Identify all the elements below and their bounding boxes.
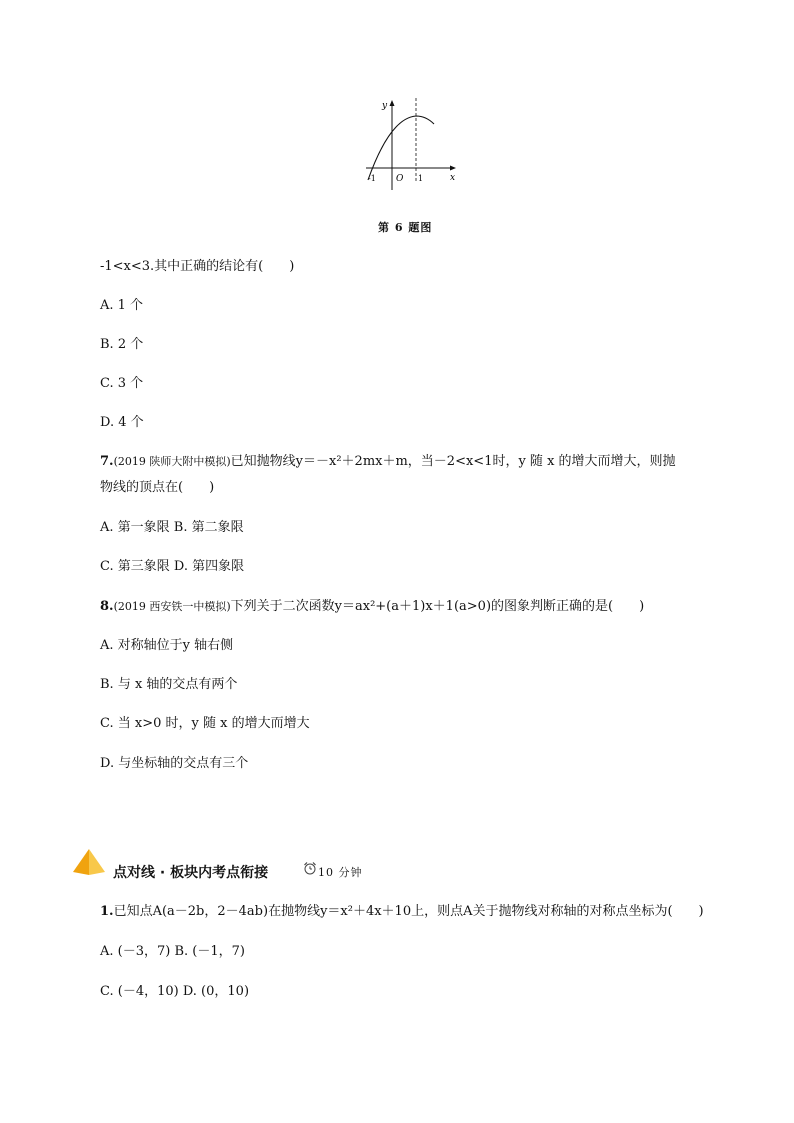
q6-option-d: D. 4 个 bbox=[100, 415, 144, 430]
q7-source: (2019 陕师大附中模拟) bbox=[113, 455, 231, 468]
q7-text: 已知抛物线y＝－x²＋2mx＋m，当－2<x<1时，y 随 x 的增大而增大，则抛 bbox=[230, 454, 676, 469]
s1-option-cd: C. (－4，10) D. (0，10) bbox=[100, 984, 250, 999]
s1-text: 已知点A(a－2b，2－4ab)在抛物线y＝x²＋4x＋10上，则点A关于抛物线对称轴的对称点坐标为( ) bbox=[113, 904, 704, 919]
q8-option-d: D. 与坐标轴的交点有三个 bbox=[100, 756, 249, 771]
y-axis-label: y bbox=[382, 101, 388, 111]
q7-line-1 bbox=[100, 453, 676, 471]
q7-option-ab: A. 第一象限 B. 第二象限 bbox=[100, 520, 244, 535]
q6-option-b: B. 2 个 bbox=[100, 337, 144, 352]
q8-line-1 bbox=[100, 598, 644, 616]
q8-option-c: C. 当 x>0 时，y 随 x 的增大而增大 bbox=[100, 716, 310, 731]
pyramid-icon bbox=[72, 848, 106, 876]
q8-number: 8. bbox=[100, 599, 114, 614]
q7-line-2: 物线的顶点在( ) bbox=[100, 480, 215, 495]
q8-source: (2019 西安铁一中模拟) bbox=[113, 600, 231, 613]
section-time: 10 分钟 bbox=[318, 866, 363, 879]
q7-number: 7. bbox=[100, 454, 114, 469]
s1-option-ab: A. (－3，7) B. (－1，7) bbox=[100, 944, 245, 959]
question-6-figure bbox=[360, 96, 460, 196]
q7-option-cd: C. 第三象限 D. 第四象限 bbox=[100, 559, 245, 574]
q6-tail: -1<x<3.其中正确的结论有( ) bbox=[100, 259, 295, 274]
q6-option-a: A. 1 个 bbox=[100, 298, 144, 313]
figure-caption: 第 6 题图 bbox=[378, 221, 433, 234]
origin-label: O bbox=[396, 174, 404, 184]
alarm-clock-icon bbox=[303, 861, 317, 875]
q6-option-c: C. 3 个 bbox=[100, 376, 144, 391]
s1-line-1 bbox=[100, 903, 704, 921]
q8-option-a: A. 对称轴位于y 轴右侧 bbox=[100, 638, 234, 653]
q8-text: 下列关于二次函数y＝ax²+(a＋1)x＋1(a>0)的图象判断正确的是( ) bbox=[230, 599, 645, 614]
q8-option-b: B. 与 x 轴的交点有两个 bbox=[100, 677, 238, 692]
x-axis-label: x bbox=[450, 173, 456, 183]
section-title: 点对线 · 板块内考点衔接 bbox=[113, 865, 269, 881]
neg-one-label: -1 bbox=[368, 174, 376, 183]
s1-number: 1. bbox=[100, 904, 114, 919]
one-label: 1 bbox=[418, 174, 424, 183]
